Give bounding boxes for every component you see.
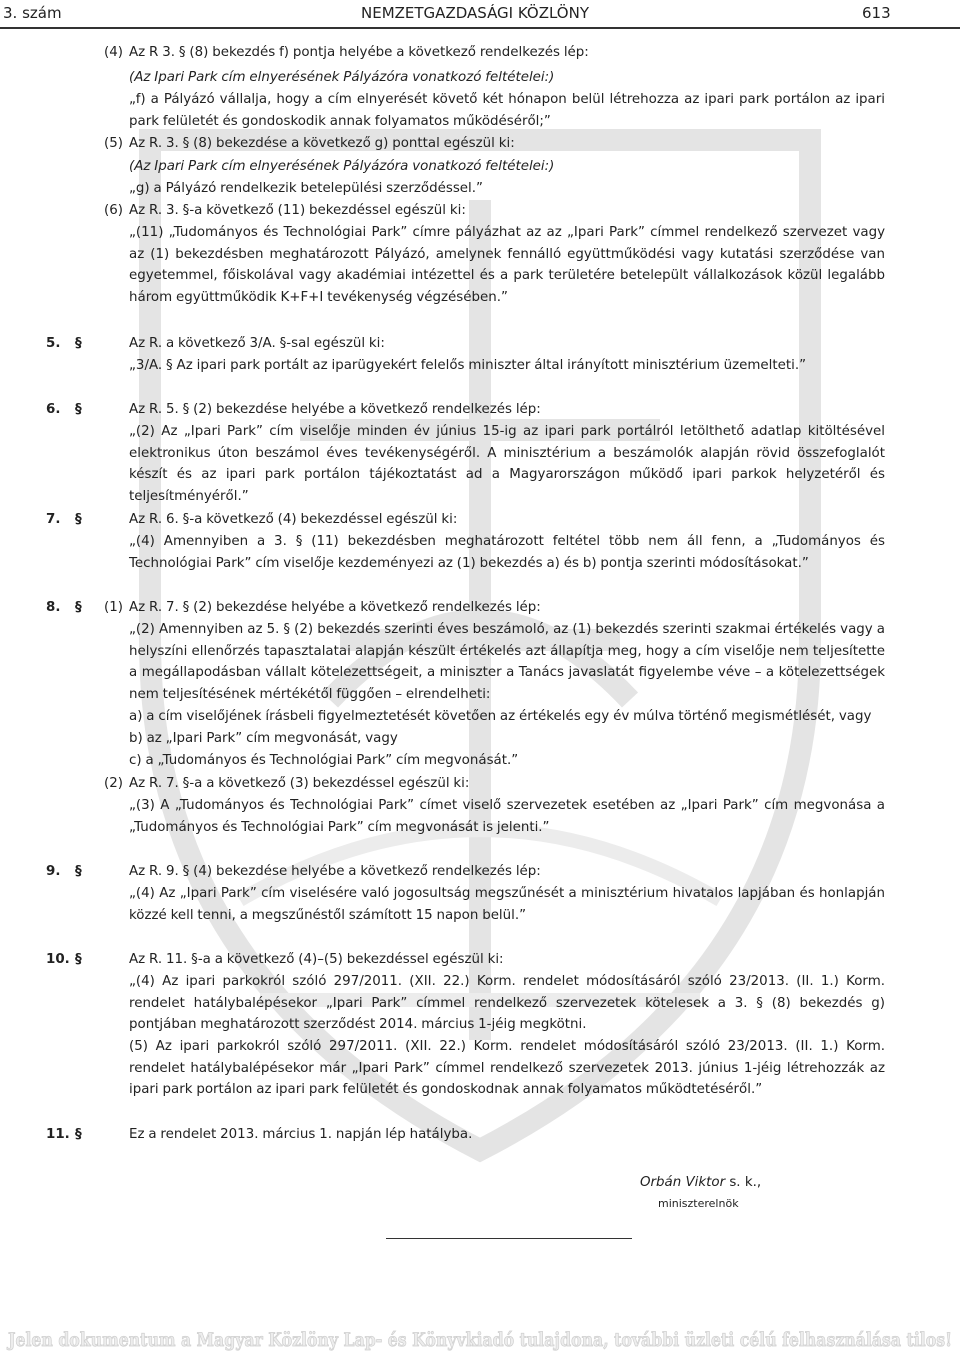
- provision-text: „(4) Az ipari parkokról szóló 297/2011. (XII. 22.) Korm. rendelet módosításáról szóló 23/2013. (II. 1.) Korm. rendelet hatálybalépésekor „Ipari Park” címmel rendelkező szervezetek kötelesek a 3. § (8) bekezdés g) pontjában meghatározott szerződést 2014. március 1-jéig megkötni.: [129, 974, 885, 1032]
- signatory-suffix: s. k.,: [725, 1175, 762, 1190]
- provision-text: Az R. 7. §-a a következő (3) bekezdéssel egészül ki:: [129, 776, 470, 791]
- header-rule: [0, 27, 960, 29]
- provision-text: Az R. 11. §-a a következő (4)–(5) bekezdéssel egészül ki:: [129, 952, 504, 967]
- context-note: (Az Ipari Park cím elnyerésének Pályázóra vonatkozó feltételei:): [129, 159, 555, 174]
- provision-text: c) a „Tudományos és Technológiai Park” cím megvonását.”: [129, 753, 519, 768]
- provision-text: Az R. a következő 3/A. §-sal egészül ki:: [129, 336, 385, 351]
- provision-text: Az R. 5. § (2) bekezdése helyébe a következő rendelkezés lép:: [129, 402, 541, 417]
- provision-text: Az R 3. § (8) bekezdés f) pontja helyébe a következő rendelkezés lép:: [129, 45, 589, 60]
- signatory-title: miniszterelnök: [658, 1197, 739, 1210]
- paragraph-number: (5): [104, 136, 123, 151]
- section-sign-icon: §: [75, 402, 82, 417]
- signatory-name: Orbán Viktor: [640, 1175, 726, 1190]
- section-sign-icon: §: [75, 336, 82, 351]
- provision-text: „3/A. § Az ipari park portált az iparügyekért felelős miniszter által irányított minisztérium üzemelteti.”: [129, 358, 807, 373]
- provision-text: Az R. 3. §-a következő (11) bekezdéssel egészül ki:: [129, 203, 466, 218]
- provision-text: „(2) Amennyiben az 5. § (2) bekezdés szerinti éves beszámoló, az (1) bekezdés szerinti szakmai értékelés vagy a helyszíni ellenőrzés tapasztalatai alapján készült értékelés azt állapítja meg, hogy a cím viselője nem teljesítette a megállapodásban vállalt kötelezettségeit, a miniszter a Tanács javaslatát figyelembe véve – a kötelezettségek nem teljesítésének mértékétől függően – elrendelheti:: [129, 622, 885, 702]
- provision-text: „(4) Amennyiben a 3. § (11) bekezdésben meghatározott feltétel több nem áll fenn, a „Tudományos és Technológiai Park” cím viselője kezdeményezi az (1) bekezdés a) és b) pontja szerinti módosításokat.”: [129, 534, 885, 571]
- provision-text: „(3) A „Tudományos és Technológiai Park” címet viselő szervezetek esetében az „Ipari Park” cím megvonása a „Tudományos és Technológiai Park” cím megvonását is jelenti.”: [129, 798, 885, 835]
- section-number: 8.: [46, 600, 61, 615]
- provision-text: „(4) Az „Ipari Park” cím viselésére való jogosultság megszűnését a minisztérium hivatalos lapjában és honlapján közzé kell tenni, a megszűnéstől számított 15 napon belül.”: [129, 886, 885, 923]
- provision-text: „(2) Az „Ipari Park” cím viselője minden év június 15-ig az ipari park portálról letölthető adatlap kitöltésével elektronikus úton beszámol éves tevékenységéről. A minisztérium a beszámolók alapján rövid összefoglalót készít és az ipari park portálon tájékoztatást ad a Magyarországon működő ipari parkok helyzetéről és teljesítményéről.”: [129, 424, 885, 504]
- provision-text: (5) Az ipari parkokról szóló 297/2011. (XII. 22.) Korm. rendelet módosításáról szóló 23/2013. (II. 1.) Korm. rendelet hatálybalépésekor már „Ipari Park” címmel rendelkező szervezetek 2013. június 1-jéig létrehozzák az ipari park portálon az ipari park felületét és gondoskodnak annak folyamatos működtetéséről.”: [129, 1039, 885, 1097]
- provision-text: Az R. 3. § (8) bekezdése a következő g) ponttal egészül ki:: [129, 136, 515, 151]
- provision-text: Az R. 6. §-a következő (4) bekezdéssel egészül ki:: [129, 512, 458, 527]
- paragraph-number: (1): [104, 600, 123, 615]
- issue-number: 3. szám: [3, 4, 62, 22]
- section-sign-icon: §: [75, 952, 82, 967]
- section-sign-icon: §: [75, 600, 82, 615]
- section-sign-icon: §: [75, 864, 82, 879]
- signature-line: [640, 1172, 761, 1193]
- section-number: 9.: [46, 864, 61, 879]
- section-number: 6.: [46, 402, 61, 417]
- provision-text: Ez a rendelet 2013. március 1. napján lép hatályba.: [129, 1127, 473, 1142]
- section-number: 5.: [46, 336, 61, 351]
- closing-rule: [386, 1238, 632, 1239]
- section-sign-icon: §: [75, 1127, 82, 1142]
- paragraph-number: (6): [104, 203, 123, 218]
- journal-title: NEMZETGAZDASÁGI KÖZLÖNY: [361, 4, 589, 22]
- context-note: (Az Ipari Park cím elnyerésének Pályázóra vonatkozó feltételei:): [129, 70, 555, 85]
- provision-text: „f) a Pályázó vállalja, hogy a cím elnyerését követő két hónapon belül létrehozza az ipari park portálon az ipari park felületét és gondoskodik annak folyamatos működéséről;”: [129, 92, 885, 129]
- section-number: 7.: [46, 512, 61, 527]
- paragraph-number: (2): [104, 776, 123, 791]
- provision-text: a) a cím viselőjének írásbeli figyelmeztetését követően az értékelés egy év múlva történő megismétlését, vagy: [129, 709, 872, 724]
- section-number: 11.: [46, 1127, 70, 1142]
- provision-text: Az R. 7. § (2) bekezdése helyébe a következő rendelkezés lép:: [129, 600, 541, 615]
- section-sign-icon: §: [75, 512, 82, 527]
- page-number: 613: [862, 4, 891, 22]
- provision-text: „g) a Pályázó rendelkezik betelepülési szerződéssel.”: [129, 181, 483, 196]
- paragraph-number: (4): [104, 45, 123, 60]
- provision-text: b) az „Ipari Park” cím megvonását, vagy: [129, 731, 398, 746]
- provision-text: „(11) „Tudományos és Technológiai Park” címre pályázhat az az „Ipari Park” címmel rendelkező szervezet vagy az (1) bekezdésben meghatározott Pályázó, amelynek fennálló együttműködési vagy kutatási szerződése van egyetemmel, főiskolával vagy akadémiai intézettel és a park területére betelepült vállalkozások közül legalább három együttműködik K+F+I tevékenység végzésében.”: [129, 225, 885, 305]
- page-header: [0, 4, 960, 26]
- provision-text: Az R. 9. § (4) bekezdése helyébe a következő rendelkezés lép:: [129, 864, 541, 879]
- footer-watermark-banner: [0, 1326, 960, 1352]
- footer-watermark-text: Jelen dokumentum a Magyar Közlöny Lap- és Könyvkiadó tulajdona, további üzleti célú felhasználása tilos!: [6, 1329, 952, 1351]
- section-number: 10.: [46, 952, 70, 967]
